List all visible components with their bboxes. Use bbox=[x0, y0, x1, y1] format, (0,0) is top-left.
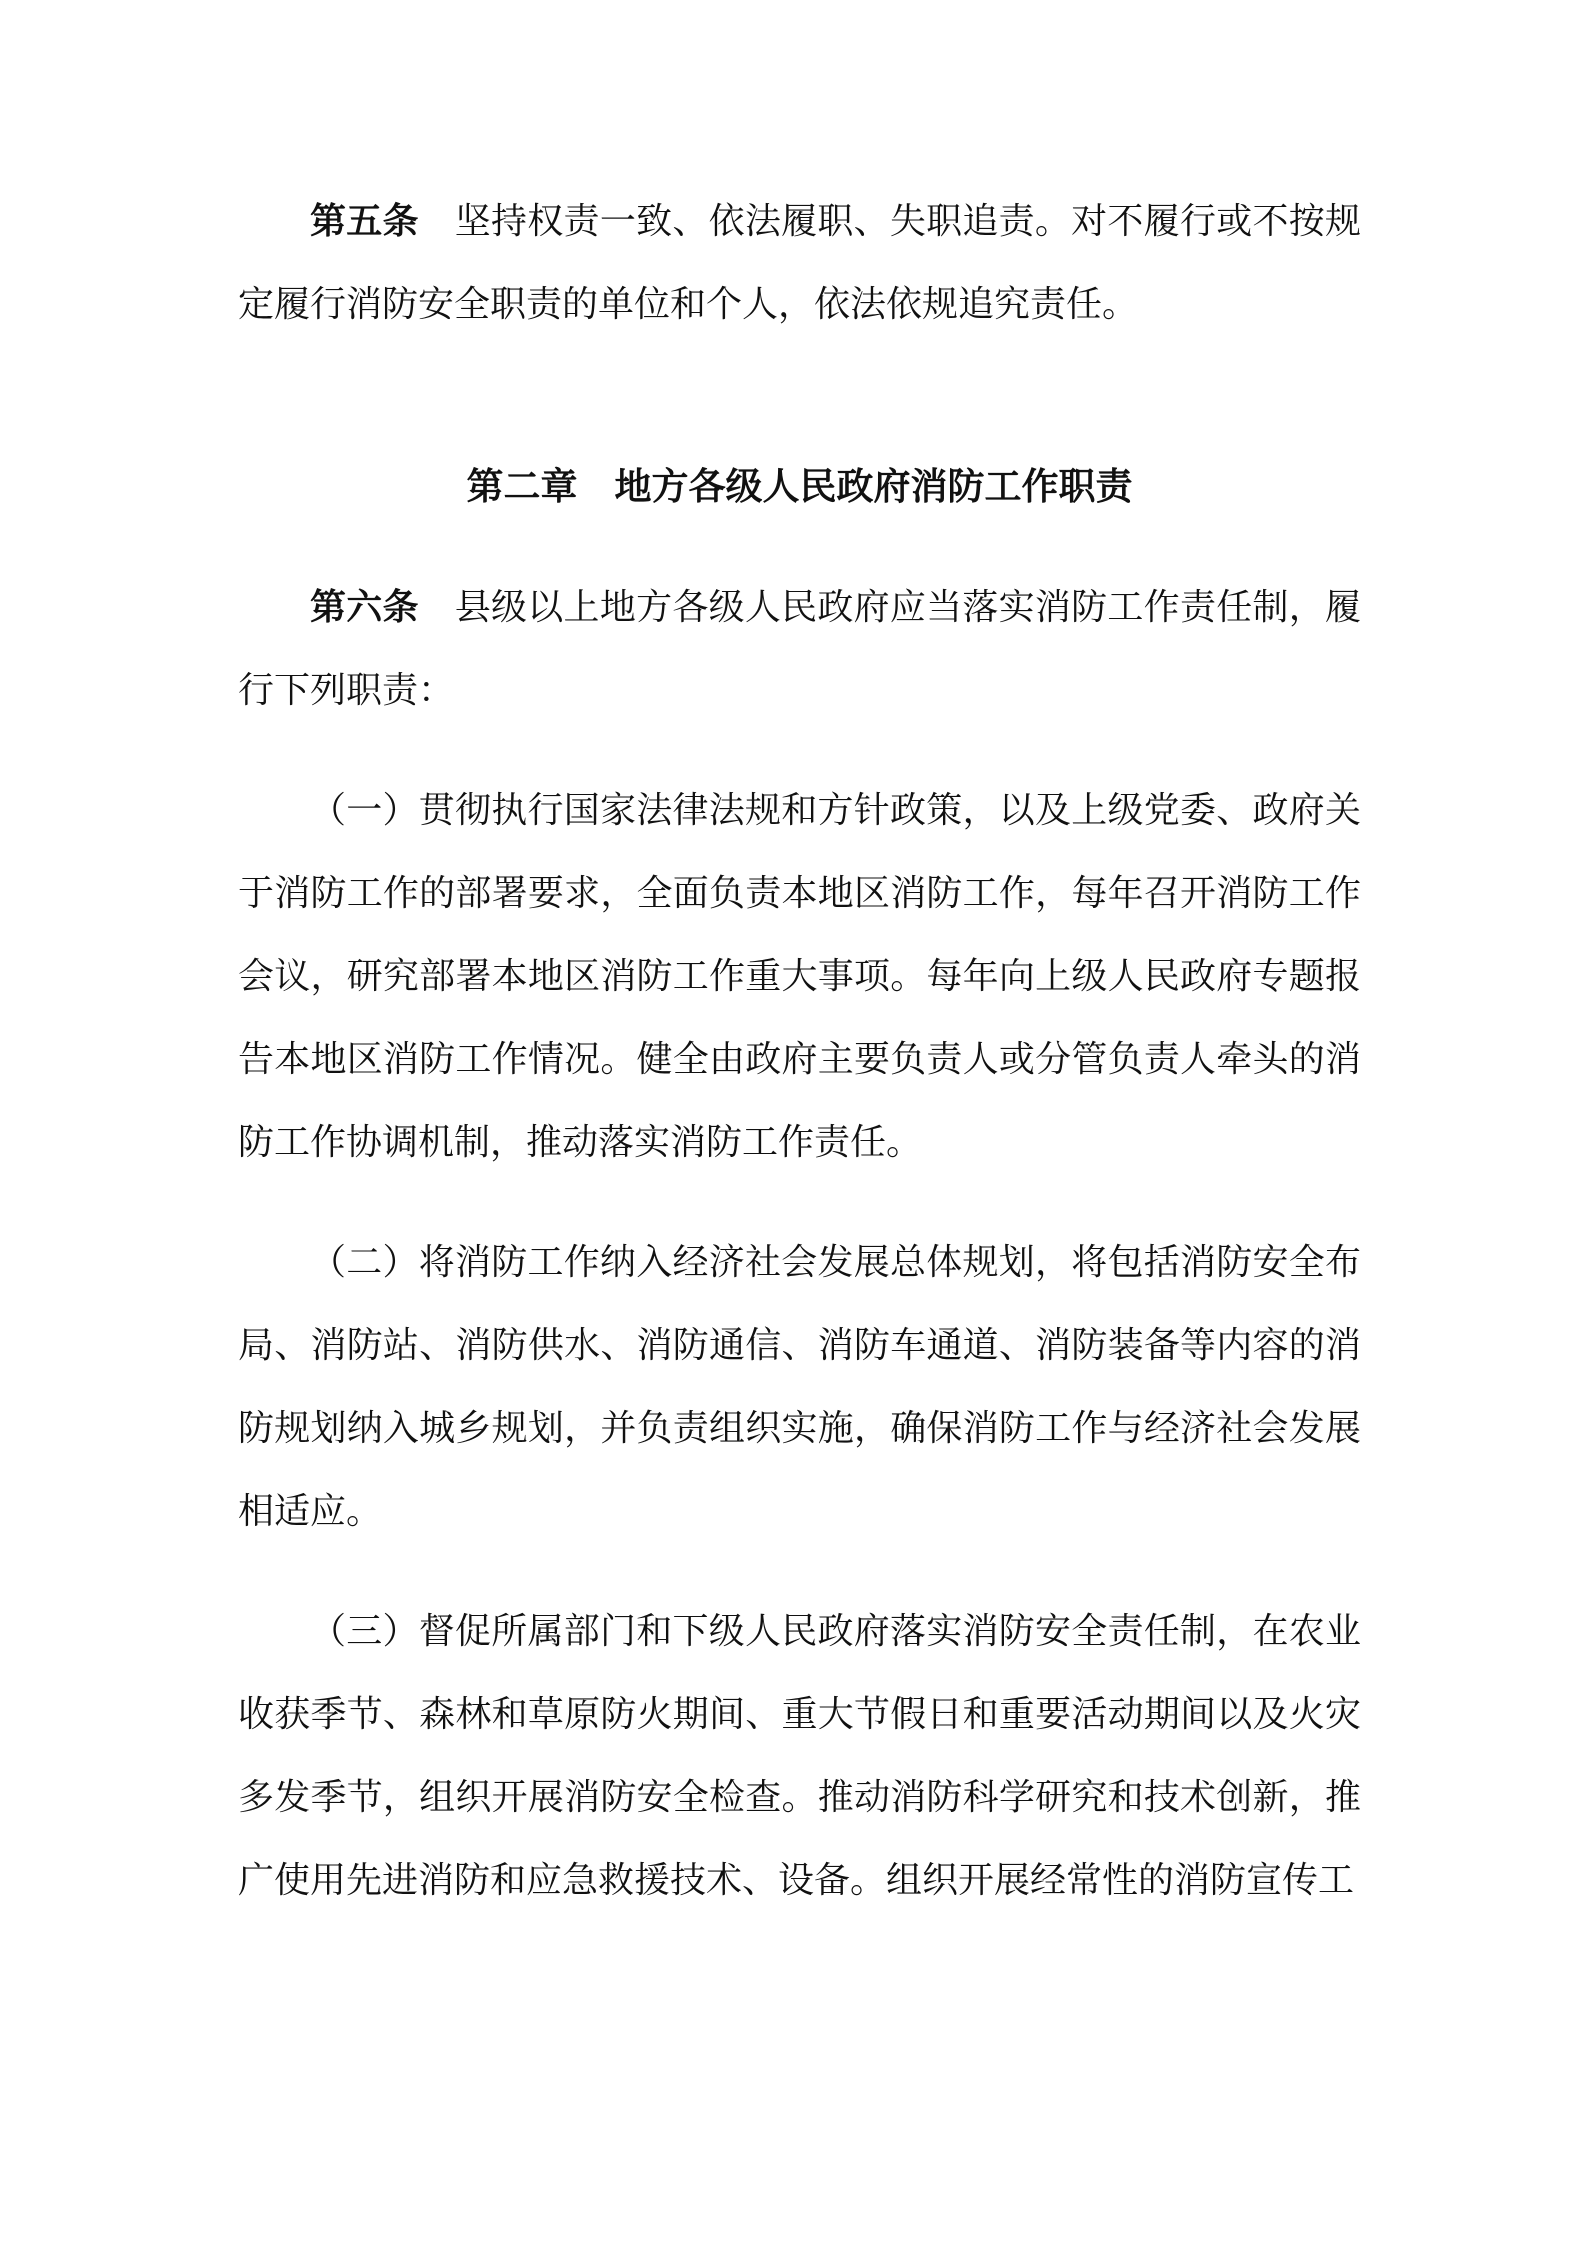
chapter-2-heading: 第二章 地方各级人民政府消防工作职责 bbox=[466, 466, 1133, 507]
article-6-item-2: （二）将消防工作纳入经济社会发展总体规划，将包括消防安全布局、消防站、消防供水、消防通信、消防车通道、消防装备等内容的消防规划纳入城乡规划，并负责组织实施，确保消防工作与经济社会发展相适应。 bbox=[238, 1242, 1361, 1531]
article-6-text: 县级以上地方各级人民政府应当落实消防工作责任制，履行下列职责： bbox=[238, 587, 1361, 710]
article-6-label: 第六条 bbox=[310, 586, 419, 627]
article-5-label: 第五条 bbox=[310, 200, 419, 241]
article-5-text: 坚持权责一致、依法履职、失职追责。对不履行或不按规定履行消防安全职责的单位和个人，依法依规追究责任。 bbox=[238, 201, 1361, 324]
article-6-item-3: （三）督促所属部门和下级人民政府落实消防安全责任制，在农业收获季节、森林和草原防火期间、重大节假日和重要活动期间以及火灾多发季节，组织开展消防安全检查。推动消防科学研究和技术创新，推广使用先进消防和应急救援技术、设备。组织开展经常性的消防宣传工 bbox=[238, 1611, 1361, 1900]
article-6-item-1: （一）贯彻执行国家法律法规和方针政策，以及上级党委、政府关于消防工作的部署要求，全面负责本地区消防工作，每年召开消防工作会议，研究部署本地区消防工作重大事项。每年向上级人民政府专题报告本地区消防工作情况。健全由政府主要负责人或分管负责人牵头的消防工作协调机制，推动落实消防工作责任。 bbox=[238, 790, 1361, 1162]
article-6-paragraph bbox=[238, 565, 1361, 732]
document-body bbox=[238, 179, 1361, 1922]
article-5-paragraph bbox=[238, 179, 1361, 346]
